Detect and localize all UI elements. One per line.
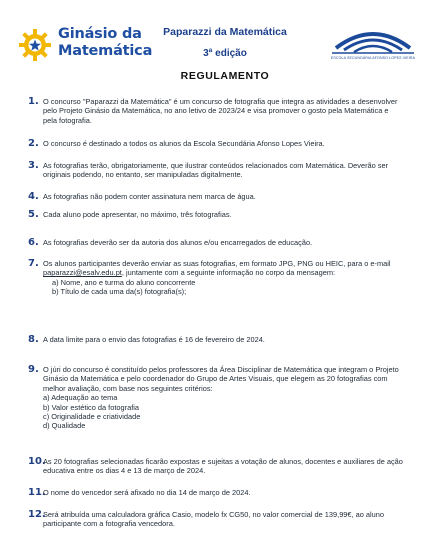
document-header: [0, 0, 440, 90]
rule-number: 2.: [28, 138, 39, 149]
rule-number: 7.: [28, 258, 39, 269]
regulation-heading: REGULAMENTO: [180, 70, 270, 82]
gear-star-logo-icon: [16, 26, 54, 64]
rule-text: As fotografias terão, obrigatoriamente, que ilustrar conteúdos relacionados com Matemática. Deverão ser originais podendo, no entanto, ser manipuladas digitalmente.: [43, 161, 389, 180]
rule-text: Cada aluno pode apresentar, no máximo, três fotografias.: [43, 210, 232, 219]
logo-line-2: Matemática: [58, 43, 153, 59]
rule-number: 6.: [28, 237, 39, 248]
rule-text-part: O júri do concurso é constituído pelos professores da Área Disciplinar de Matemática que integram o Projeto Ginásio da Matemática e pelo coordenador do Grupo de Artes Visuais, que elegem as 20 fotografias com melhor avaliação, com base nos seguintes critérios:: [43, 365, 399, 393]
list-item: b) Título de cada uma da(s) fotografia(s);: [52, 287, 187, 297]
rule-text: Será atribuída uma calculadora gráfica Casio, modelo fx CG50, no valor comercial de 139,99€, ao aluno participante com a fotografia vencedora.: [43, 510, 384, 529]
logo-line-1: Ginásio da: [58, 26, 142, 42]
rule-number: 4.: [28, 191, 39, 202]
rule-text: [43, 259, 403, 297]
rule-text: As 20 fotografias selecionadas ficarão expostas e sujeitas a votação de alunos, docentes e auxiliares de ação educativa entre os dias 4 e 13 de março de 2024.: [43, 457, 403, 476]
rule-text: A data limite para o envio das fotografias é 16 de fevereiro de 2024.: [43, 335, 265, 344]
rule-number: 10.: [28, 456, 46, 467]
rule-text: [43, 365, 403, 431]
rule-text: O concurso é destinado a todos os alunos da Escola Secundária Afonso Lopes Vieira.: [43, 139, 325, 148]
rule-text: O nome do vencedor será afixado no dia 14 de março de 2024.: [43, 488, 251, 497]
list-item: c) Originalidade e criatividade: [43, 412, 141, 422]
list-item: a) Nome, ano e turma do aluno concorrente: [52, 277, 196, 287]
rule-number: 12.: [28, 509, 46, 520]
rule-number: 5.: [28, 209, 39, 220]
rule-text-part: Os alunos participantes deverão enviar as suas fotografias, em formato JPG, PNG ou HEIC, para o e-mail: [43, 259, 391, 268]
list-item: a) Adequação ao tema: [43, 393, 118, 403]
rule-number: 1.: [28, 96, 39, 107]
list-item: d) Qualidade: [43, 421, 86, 431]
rule-text-part: , juntamente com a seguinte informação no corpo da mensagem:: [121, 268, 336, 278]
edition-label: 3ª edição: [203, 48, 247, 59]
rule-text: As fotografias não podem conter assinatura nem marca de água.: [43, 192, 256, 201]
rule-text: O concurso "Paparazzi da Matemática" é um concurso de fotografia que integra as atividades a desenvolver pelo Projeto Ginásio da Matemática, no ano letivo de 2023/24 e visa promover o gosto pela Matemática e pela fotografia.: [43, 97, 398, 125]
rule-text: As fotografias deverão ser da autoria dos alunos e/ou encarregados de educação.: [43, 238, 313, 247]
ginasio-logo: [16, 24, 151, 68]
school-logo-caption: ESCOLA SECUNDÁRIA AFONSO LOPES VIEIRA: [330, 56, 416, 60]
email-link[interactable]: paparazzi@esalv.edu.pt: [43, 268, 122, 278]
school-logo-icon: [328, 26, 418, 56]
title-block: [150, 25, 300, 83]
rule-number: 3.: [28, 160, 39, 171]
rule-number: 11.: [28, 487, 46, 498]
contest-title: Paparazzi da Matemática: [163, 26, 287, 38]
list-item: b) Valor estético da fotografia: [43, 402, 139, 412]
school-logo: [328, 26, 418, 66]
rule-number: 8.: [28, 334, 39, 345]
rule-number: 9.: [28, 364, 39, 375]
